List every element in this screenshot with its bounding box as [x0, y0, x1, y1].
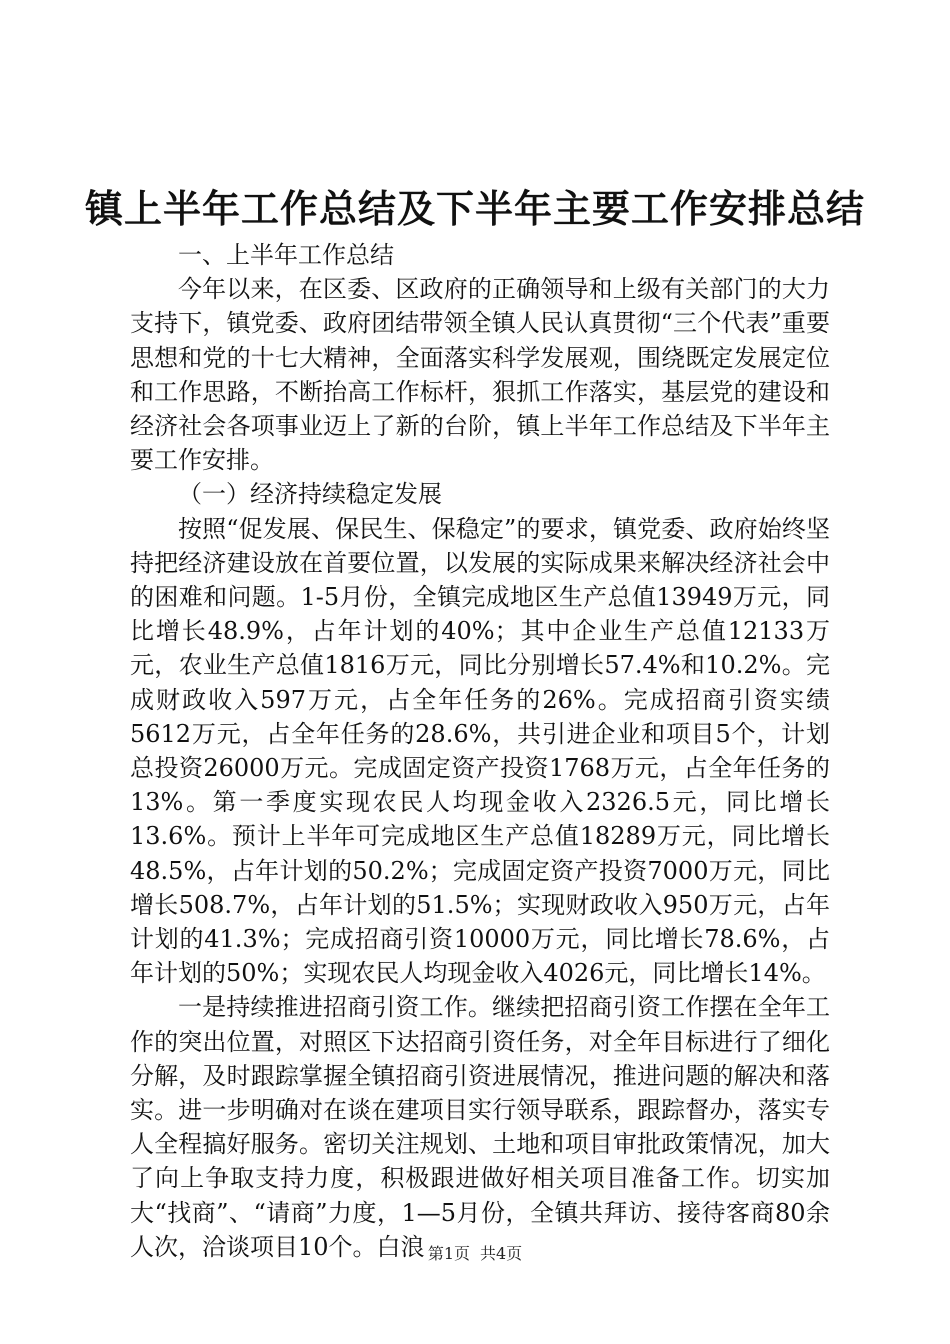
- page-number: 第1页: [427, 1244, 470, 1263]
- page-total: 共4页: [480, 1244, 523, 1263]
- subsection-heading: （一）经济持续稳定发展: [178, 480, 442, 509]
- document-body: [130, 238, 830, 1264]
- document-title: 镇上半年工作总结及下半年主要工作安排总结: [84, 187, 865, 231]
- page-footer: [0, 1243, 950, 1265]
- section-heading: 一、上半年工作总结: [178, 241, 394, 269]
- body-paragraph: 按照“促发展、保民生、保稳定”的要求，镇党委、政府始终坚持把经济建设放在首要位置，以发展的实际成果来解决经济社会中的困难和问题。1-5月份，全镇完成地区生产总值13949万元，同比增长48.9%，占年计划的40%；其中企业生产总值12133万元，农业生产总值1816万元，同比分别增长57.4%和10.2%。完成财政收入597万元，占全年任务的26%。完成招商引资实绩5612万元，占全年任务的28.6%，共引进企业和项目5个，计划总投资26000万元。完成固定资产投资1768万元，占全年任务的13%。第一季度实现农民人均现金收入2326.5元，同比增长13.6%。预计上半年可完成地区生产总值18289万元，同比增长48.5%，占年计划的50.2%；完成固定资产投资7000万元，同比增长508.7%，占年计划的51.5%；实现财政收入950万元，占年计划的41.3%；完成招商引资10000万元，同比增长78.6%，占年计划的50%；实现农民人均现金收入4026元，同比增长14%。: [130, 514, 830, 988]
- body-paragraph: 今年以来，在区委、区政府的正确领导和上级有关部门的大力支持下，镇党委、政府团结带领全镇人民认真贯彻“三个代表”重要思想和党的十七大精神，全面落实科学发展观，围绕既定发展定位和工作思路，不断抬高工作标杆，狠抓工作落实，基层党的建设和经济社会各项事业迈上了新的台阶，镇上半年工作总结及下半年主要工作安排。: [130, 275, 830, 475]
- body-paragraph: 一是持续推进招商引资工作。继续把招商引资工作摆在全年工作的突出位置，对照区下达招商引资任务，对全年目标进行了细化分解，及时跟踪掌握全镇招商引资进展情况，推进问题的解决和落实。进一步明确对在谈在建项目实行领导联系，跟踪督办，落实专人全程搞好服务。密切关注规划、土地和项目审批政策情况，加大了向上争取支持力度，积极跟进做好相关项目准备工作。切实加大“找商”、“请商”力度，1—5月份，全镇共拜访、接待客商80余人次，洽谈项目10个。白浪: [130, 993, 830, 1261]
